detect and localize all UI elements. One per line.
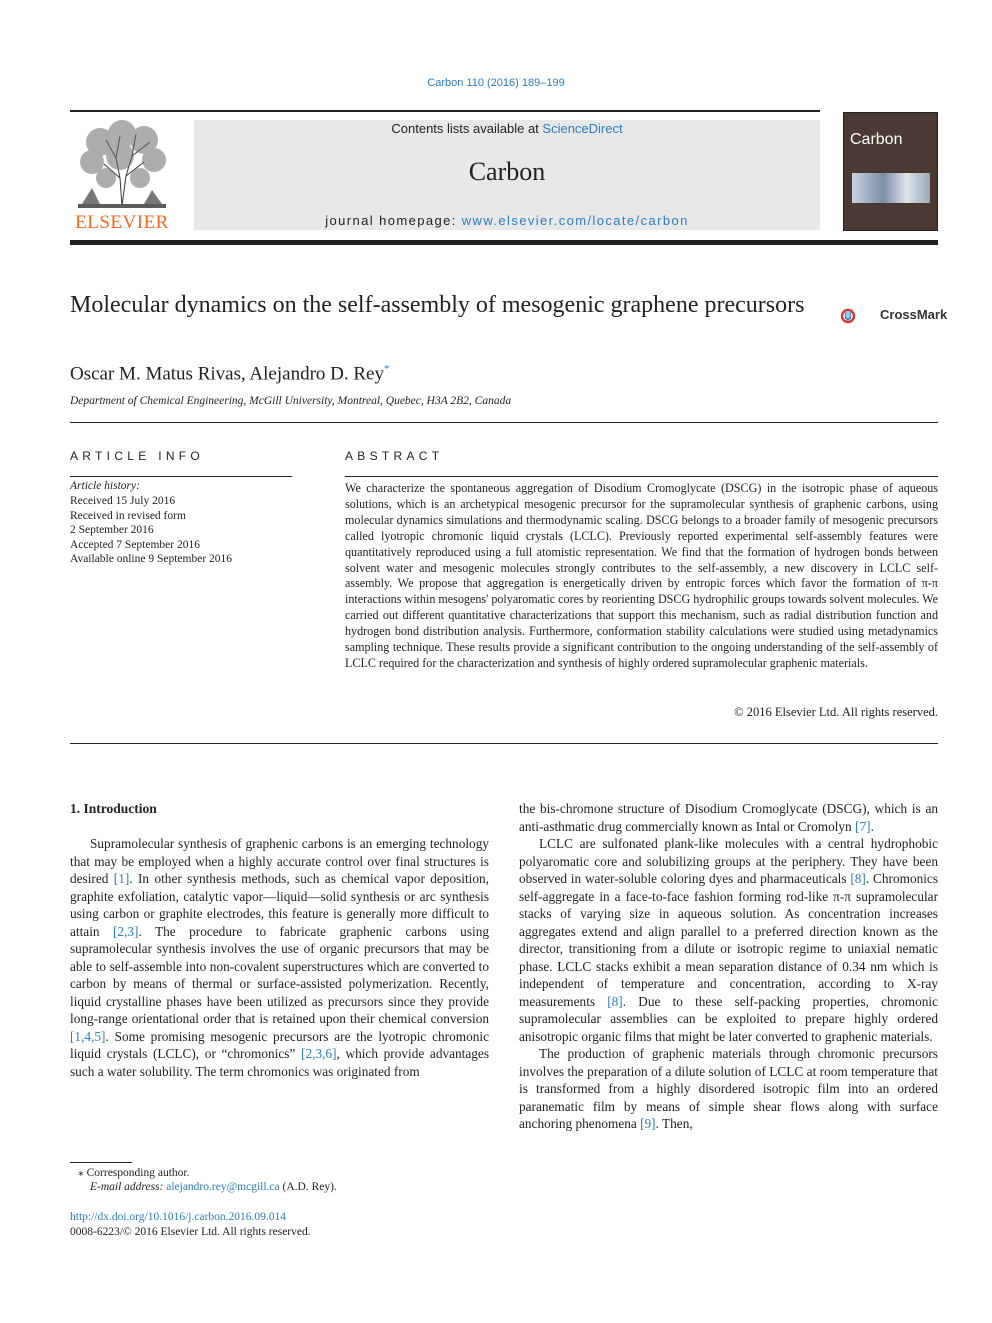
history-accepted: Accepted 7 September 2016 bbox=[70, 538, 200, 551]
sciencedirect-link[interactable]: ScienceDirect bbox=[542, 121, 623, 136]
article-info-heading: ARTICLE INFO bbox=[70, 449, 205, 463]
author-names: Oscar M. Matus Rivas, Alejandro D. Rey bbox=[70, 363, 384, 385]
history-revised-label: Received in revised form bbox=[70, 509, 186, 522]
citation-link[interactable]: [1,4,5] bbox=[70, 1028, 106, 1044]
homepage-prefix: journal homepage: bbox=[325, 213, 462, 228]
intro-paragraph-continued bbox=[519, 800, 938, 835]
intro-paragraph-3 bbox=[519, 1045, 938, 1133]
intro-paragraph-1 bbox=[70, 835, 489, 1080]
abstract-rule bbox=[345, 476, 938, 477]
contents-line bbox=[194, 121, 820, 136]
intro-paragraph-2 bbox=[519, 835, 938, 1045]
elsevier-wordmark: ELSEVIER bbox=[75, 212, 169, 233]
cover-image bbox=[852, 173, 930, 203]
cover-title: Carbon bbox=[850, 131, 903, 148]
header-bottom-rule bbox=[70, 240, 938, 245]
footnote-corresponding-author: ⁎ Corresponding author. bbox=[78, 1167, 190, 1179]
email-label: E-mail address: bbox=[90, 1181, 167, 1193]
citation-link[interactable]: [1] bbox=[113, 871, 130, 886]
text-run: the bis-chromone structure of Disodium Cromoglycate (DSCG), which is an anti-asthmatic drug commercially known as Intal or Cromolyn bbox=[519, 801, 938, 834]
history-online: Available online 9 September 2016 bbox=[70, 553, 233, 565]
email-link[interactable]: alejandro.rey@mcgill.ca bbox=[166, 1181, 280, 1193]
text-run: The production of graphenic materials through chromonic precursors involves the preparation of a dilute solution of LCLC at room temperature that is transformed from a highly disordered isotropic film into an ordered paranematic film by means of simple shear flows along with surface anchoring phenomena bbox=[519, 1046, 938, 1131]
body-column-right bbox=[519, 800, 938, 1133]
text-run: . The procedure to fabricate graphenic carbons using supramolecular synthesis involves the use of organic precursors that may be able to self-assemble into non-covalent superstructures which are converted to carbon by means of thermal or surface-assisted polymerization. Recently, liquid crystalline phases have been utilized as precursors since they provide long-range orientational order that is retained upon their chemical conversion bbox=[70, 923, 489, 1026]
journal-citation-link[interactable]: Carbon 110 (2016) 189–199 bbox=[427, 77, 565, 89]
text-run: . Then, bbox=[655, 1116, 693, 1131]
contents-prefix: Contents lists available at bbox=[391, 121, 543, 136]
journal-homepage-link[interactable]: www.elsevier.com/locate/carbon bbox=[461, 213, 689, 228]
citation-link[interactable]: [8] bbox=[850, 871, 866, 886]
journal-cover-thumbnail[interactable] bbox=[843, 112, 938, 231]
doi-link[interactable]: http://dx.doi.org/10.1016/j.carbon.2016.09.014 bbox=[70, 1211, 287, 1223]
section-heading-introduction: 1. Introduction bbox=[70, 801, 157, 816]
citation-link[interactable]: [2,3,6] bbox=[301, 1046, 337, 1061]
journal-homepage-line bbox=[194, 213, 820, 228]
abstract-bottom-rule bbox=[70, 743, 938, 744]
text-run: . Due to these self-packing properties, chromonic supramolecular assemblies can be exploited to prepare highly ordered anisotropic organic films that might be later converted to graphenic materials. bbox=[519, 993, 938, 1044]
text-run: . bbox=[870, 818, 874, 834]
text-run: . Chromonics self-aggregate in a face-to-face fashion forming rod-like π-π supramolecular stacks of varying size in aqueous solution. As concentration increases aggregates extend and align parallel to a preferred direction known as the director, transitioning from a dilute or isotropic regime to uniaxial nematic phase. LCLC stacks exhibit a mean separation distance of 0.34 nm which is independent of temperature and concentration, according to X-ray measurements bbox=[519, 871, 939, 1009]
history-revised-date: 2 September 2016 bbox=[70, 524, 154, 536]
abstract-text: We characterize the spontaneous aggregation of Disodium Cromoglycate (DSCG) in the isotropic phase of aqueous solutions, which is an archetypical mesogenic precursor for the supramolecular synthesis of graphenic carbons, using molecular dynamics simulations and thermodynamic scaling. DSCG belongs to a broader family of mesogenic precursors called lyotropic chromonic liquid crystals (LCLC). Previously reported experimental self-assembly features were quantitatively reproduced using a full atomistic representation. We find that the formation of hydrogen bonds between solvent water and mesogenic molecules strongly contributes to the self-assembly, a new discovery in LCLC self-assembly. We propose that aggregation is energetically driven by entropic forces which favor the formation of π-π interactions within mesogens' polyaromatic cores by reorienting DSCG hydrophilic groups towards solvent molecules. We carried out different quantitative characterizations that support this mechanism, such as radial distribution function and hydrogen bond distribution analysis. Furthermore, conformation stability calculations were studied using metadynamics sampling technique. These results provide a significant contribution to the ongoing understanding of the self-assembly of LCLC required for the characterization and synthesis of highly ordered supramolecular graphenic materials. bbox=[345, 481, 938, 670]
text-run: , which provide advantages such a water solubility. The term chromonics was originated from bbox=[70, 1046, 489, 1079]
text-run: . In other synthesis methods, such as chemical vapor deposition, graphite exfoliation, catalytic vapor—liquid—solid synthesis or arc synthesis using carbon or graphite electrodes, this feature is generally more difficult to attain bbox=[70, 871, 489, 939]
text-run: LCLC are sulfonated plank-like molecules with a central hydrophobic polyaromatic core and solubilizing groups at the periphery. They have been observed in water-soluble coloring dyes and pharmaceuticals bbox=[519, 836, 938, 886]
abstract-copyright: © 2016 Elsevier Ltd. All rights reserved. bbox=[734, 705, 938, 719]
header-top-rule bbox=[70, 110, 820, 112]
citation-link[interactable]: [7] bbox=[855, 818, 871, 834]
journal-name: Carbon bbox=[468, 157, 546, 186]
abstract-heading: ABSTRACT bbox=[345, 449, 444, 463]
citation-link[interactable]: [8] bbox=[607, 993, 623, 1009]
title-rule bbox=[70, 422, 938, 423]
corresponding-author-mark[interactable]: * bbox=[383, 363, 390, 375]
text-run: . Some promising mesogenic precursors are the lyotropic chromonic liquid crystals (LCLC), or “chromonics” bbox=[70, 1028, 489, 1061]
citation-link[interactable]: [9] bbox=[640, 1116, 656, 1131]
footnote-rule bbox=[70, 1162, 132, 1163]
crossmark-icon[interactable] bbox=[840, 296, 880, 336]
body-column-left bbox=[70, 835, 489, 1080]
email-suffix: (A.D. Rey). bbox=[279, 1181, 337, 1193]
article-info-rule bbox=[70, 476, 292, 477]
text-run: Supramolecular synthesis of graphenic carbons is an emerging technology that may be employed when a highly accurate control over final structures is desired bbox=[70, 836, 489, 886]
author-affiliation: Department of Chemical Engineering, McGill University, Montreal, Quebec, H3A 2B2, Canada bbox=[70, 395, 512, 407]
article-history-label: Article history: bbox=[70, 480, 140, 492]
footnote-email bbox=[90, 1181, 337, 1193]
author-list bbox=[70, 363, 389, 385]
issn-copyright: 0008-6223/© 2016 Elsevier Ltd. All rights reserved. bbox=[70, 1226, 311, 1238]
history-received: Received 15 July 2016 bbox=[70, 495, 176, 507]
article-title: Molecular dynamics on the self-assembly of mesogenic graphene precursors bbox=[70, 292, 805, 318]
citation-link[interactable]: [2,3] bbox=[113, 923, 139, 939]
crossmark-label[interactable]: CrossMark bbox=[880, 307, 948, 322]
